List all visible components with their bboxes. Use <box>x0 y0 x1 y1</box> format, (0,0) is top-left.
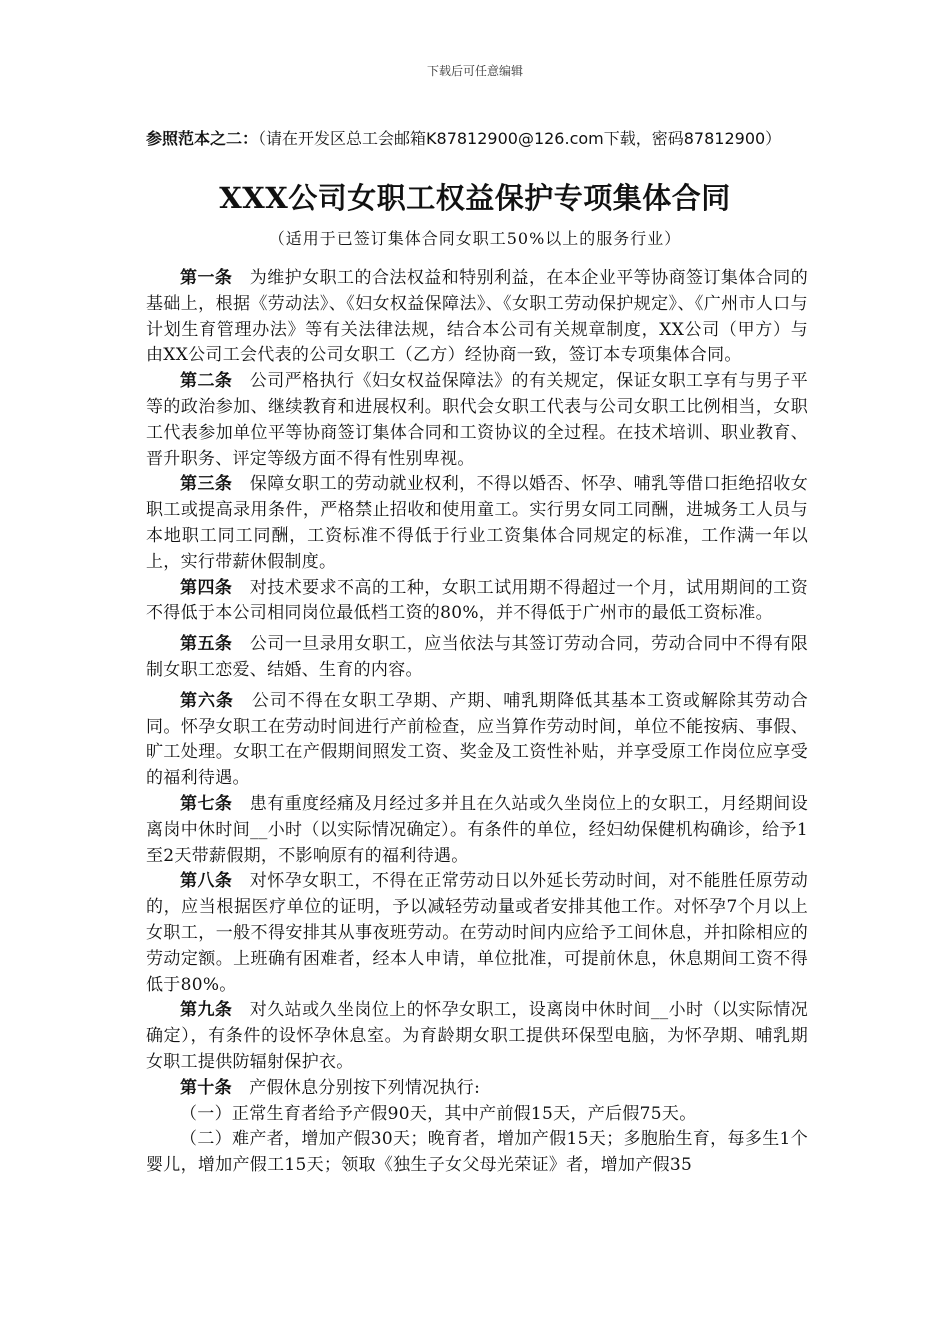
article-10 <box>146 1076 808 1102</box>
article-label: 第六条 <box>180 690 234 711</box>
list-item: （一）正常生育者给予产假90天，其中产前假15天，产后假75天。 <box>180 1103 697 1124</box>
article-text: 公司严格执行《妇女权益保障法》的有关规定，保证女职工享有与男子平等的政治参加、继续教育和进展权利。职代会女职工代表与公司女职工比例相当，女职工代表参加单位平等协商签订集体合同和工资协议的全过程。在技术培训、职业教育、晋升职务、评定等级方面不得有性别卑视。 <box>146 371 809 469</box>
article-label: 第三条 <box>180 474 233 495</box>
article-3 <box>146 472 808 575</box>
article-8 <box>146 869 808 998</box>
article-label: 第四条 <box>180 577 233 598</box>
article-label: 第九条 <box>180 1000 233 1021</box>
article-text: 公司不得在女职工孕期、产期、哺乳期降低其基本工资或解除其劳动合同。怀孕女职工在劳动时间进行产前检查，应当算作劳动时间，单位不能按病、事假、旷工处理。女职工在产假期间照发工资、奖金及工资性补贴，并享受原工作岗位应享受的福利待遇。 <box>146 690 808 789</box>
article-label: 第八条 <box>180 871 233 892</box>
article-text: 对技术要求不高的工种，女职工试用期不得超过一个月，试用期间的工资不得低于本公司相同岗位最低档工资的80%，并不得低于广州市的最低工资标准。 <box>146 577 809 624</box>
article-9 <box>146 998 808 1075</box>
article-5 <box>146 632 808 684</box>
article-label: 第十条 <box>180 1077 232 1098</box>
article-1 <box>146 266 808 369</box>
article-6 <box>146 689 808 792</box>
article-label: 第五条 <box>180 634 233 655</box>
article-4 <box>146 576 808 628</box>
article-text: 产假休息分别按下列情况执行: <box>231 1077 481 1098</box>
reference-label: 参照范本之二： <box>146 129 259 148</box>
contract-body <box>146 266 808 1179</box>
reference-text: （请在开发区总工会邮箱K87812900@126.com下载，密码87812900） <box>258 129 782 148</box>
article-label: 第七条 <box>180 793 233 814</box>
article-text: 对久站或久坐岗位上的怀孕女职工，设离岗中休时间__小时（以实际情况确定），有条件的设怀孕休息室。为育龄期女职工提供环保型电脑，为怀孕期、哺乳期女职工提供防辐射保护衣。 <box>146 1000 808 1072</box>
article-7 <box>146 792 808 869</box>
document-subtitle: （适用于已签订集体合同女职工50%以上的服务行业） <box>268 229 682 248</box>
article-text: 保障女职工的劳动就业权利，不得以婚否、怀孕、哺乳等借口拒绝招收女职工或提高录用条件，严格禁止招收和使用童工。实行男女同工同酬，进城务工人员与本地职工同工同酬，工资标准不得低于行业工资集体合同规定的标准，工作满一年以上，实行带薪休假制度。 <box>146 474 809 572</box>
header-note: 下载后可任意编辑 <box>426 64 523 78</box>
article-text: 为维护女职工的合法权益和特别利益，在本企业平等协商签订集体合同的基础上，根据《劳动法》、《妇女权益保障法》、《女职工劳动保护规定》、《广州市人口与计划生育管理办法》等有关法律法规，结合本公司有关规章制度，XX公司（甲方）与由XX公司工会代表的公司女职工（乙方）经协商一致，签订本专项集体合同。 <box>146 268 809 366</box>
article-label: 第一条 <box>180 268 233 288</box>
article-text: 对怀孕女职工，不得在正常劳动日以外延长劳动时间，对不能胜任原劳动的，应当根据医疗单位的证明，予以减轻劳动量或者安排其他工作。对怀孕7个月以上女职工，一般不得安排其从事夜班劳动。在劳动时间内应给予工间休息，并扣除相应的劳动定额。上班确有困难者，经本人申请，单位批准，可提前休息，休息期间工资不得低于80%。 <box>146 871 809 995</box>
article-2 <box>146 369 808 472</box>
list-item: （二）难产者，增加产假30天；晚育者，增加产假15天；多胞胎生育，每多生1个婴儿，增加产假工15天；领取《独生子女父母光荣证》者，增加产假35 <box>146 1129 808 1176</box>
article-label: 第二条 <box>180 371 233 392</box>
document-title: XXX公司女职工权益保护专项集体合同 <box>219 181 731 215</box>
reference-line <box>146 126 846 149</box>
article-text: 患有重度经痛及月经过多并且在久站或久坐岗位上的女职工，月经期间设离岗中休时间__小时（以实际情况确定）。有条件的单位，经妇幼保健机构确诊，给予1至2天带薪假期，不影响原有的福利待遇。 <box>146 793 809 866</box>
article-text: 公司一旦录用女职工，应当依法与其签订劳动合同，劳动合同中不得有限制女职工恋爱、结婚、生育的内容。 <box>146 634 809 680</box>
